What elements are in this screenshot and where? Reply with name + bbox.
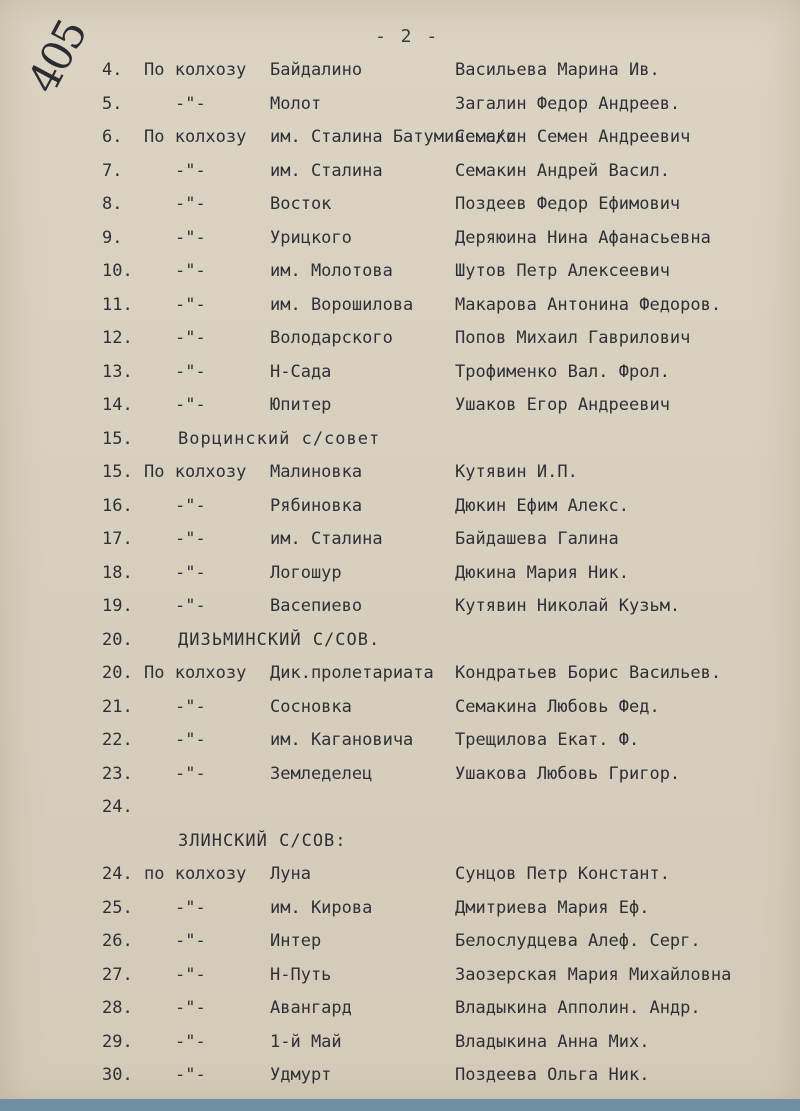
list-row (0, 362, 800, 392)
kolkhoz-name: Удмурт (270, 1065, 332, 1085)
list-row (0, 228, 800, 258)
person-name: Сунцов Петр Констант. (455, 864, 670, 884)
row-number: 24. (102, 797, 133, 817)
row-number: 6. (102, 127, 123, 147)
list-row (0, 764, 800, 794)
person-name: Ушакова Любовь Григор. (455, 763, 681, 784)
row-number: 10. (102, 261, 133, 281)
row-number: 9. (102, 227, 123, 248)
row-number: 13. (102, 361, 133, 382)
person-name: Владыкина Анна Мих. (455, 1031, 650, 1052)
ditto-mark: -"- (175, 696, 206, 717)
kolkhoz-name: Луна (270, 864, 311, 884)
kolkhoz-name: 1-й Май (270, 1031, 342, 1052)
row-number: 19. (102, 596, 133, 616)
ditto-mark: -"- (175, 562, 206, 583)
ditto-mark: -"- (175, 763, 206, 784)
kolkhoz-name: им. Кагановича (270, 730, 414, 750)
list-row (0, 94, 800, 124)
kolkhoz-name: Восток (270, 194, 332, 214)
person-name: Поздеев Федор Ефимович (455, 194, 681, 214)
ditto-mark: -"- (175, 998, 206, 1018)
ditto-mark: -"- (175, 93, 206, 114)
list-row (0, 261, 800, 291)
kolkhoz-name: Сосновка (270, 696, 352, 717)
row-number: 14. (102, 395, 133, 415)
ditto-mark: -"- (175, 897, 206, 918)
row-number: 15. (102, 462, 133, 482)
list-row (0, 161, 800, 191)
row-number: 29. (102, 1031, 133, 1052)
list-row (0, 965, 800, 995)
person-name: Дюкин Ефим Алекс. (455, 495, 629, 516)
list-row (0, 730, 800, 760)
kolkhoz-name: Земледелец (270, 763, 373, 784)
ditto-mark: -"- (175, 194, 206, 214)
ditto-mark: -"- (175, 328, 206, 348)
list-row (0, 529, 800, 559)
row-number: 25. (102, 897, 133, 918)
sovet-heading: ДИЗЬМИНСКИЙ С/СОВ. (178, 629, 381, 650)
row-prefix: По колхозу (144, 663, 247, 683)
row-number: 7. (102, 160, 123, 181)
row-number: 23. (102, 763, 133, 784)
list-row (0, 630, 800, 660)
row-number: 21. (102, 696, 133, 717)
list-row (0, 496, 800, 526)
kolkhoz-name: Логошур (270, 562, 342, 583)
list-row (0, 462, 800, 492)
row-prefix: По колхозу (144, 127, 247, 147)
ditto-mark: -"- (175, 730, 206, 750)
kolkhoz-name: Н-Путь (270, 964, 332, 985)
person-name: Заозерская Мария Михайловна (455, 964, 732, 985)
person-name: Кутявин И.П. (455, 462, 578, 482)
ditto-mark: -"- (175, 931, 206, 951)
person-name: Трещилова Екат. Ф. (455, 730, 640, 750)
row-number: 5. (102, 93, 123, 114)
ditto-mark: -"- (175, 596, 206, 616)
row-number: 20. (102, 663, 133, 683)
kolkhoz-name: Юпитер (270, 395, 332, 415)
person-name: Семакин Андрей Васил. (455, 160, 670, 181)
row-number: 8. (102, 194, 123, 214)
person-name: Белослудцева Алеф. Серг. (455, 931, 701, 951)
list-row (0, 395, 800, 425)
person-name: Владыкина Апполин. Андр. (455, 998, 701, 1018)
ditto-mark: -"- (175, 160, 206, 181)
person-name: Ушаков Егор Андреевич (455, 395, 670, 415)
kolkhoz-name: им. Ворошилова (270, 294, 414, 315)
ditto-mark: -"- (175, 395, 206, 415)
row-number: 15. (102, 428, 133, 449)
kolkhoz-name: им. Сталина (270, 160, 383, 181)
ditto-mark: -"- (175, 1065, 206, 1085)
list-row (0, 697, 800, 727)
kolkhoz-name: им. Молотова (270, 261, 393, 281)
list-row (0, 596, 800, 626)
list-row (0, 127, 800, 157)
margin-note: 405 (18, 12, 97, 102)
row-prefix: По колхозу (144, 60, 247, 80)
ditto-mark: -"- (175, 227, 206, 248)
ditto-mark: -"- (175, 361, 206, 382)
row-number: 20. (102, 629, 133, 650)
kolkhoz-name: Интер (270, 931, 322, 951)
person-name: Семакина Любовь Фед. (455, 696, 660, 717)
scan-edge (0, 1099, 800, 1111)
sovet-heading: Ворцинский с/совет (178, 428, 381, 449)
page-number: - 2 - (375, 26, 440, 47)
list-row (0, 563, 800, 593)
kolkhoz-name: Малиновка (270, 462, 363, 482)
row-number: 11. (102, 294, 133, 315)
ditto-mark: -"- (175, 294, 206, 315)
row-number: 28. (102, 998, 133, 1018)
row-number: 16. (102, 495, 133, 516)
person-name: Дюкина Мария Ник. (455, 562, 629, 583)
person-name: Дмитриева Мария Еф. (455, 897, 650, 918)
list-row (0, 797, 800, 827)
person-name: Попов Михаил Гаврилович (455, 328, 691, 348)
kolkhoz-name: Авангард (270, 998, 352, 1018)
person-name: Деряюина Нина Афанасьевна (455, 227, 711, 248)
list-row (0, 831, 800, 861)
row-number: 30. (102, 1065, 133, 1085)
kolkhoz-name: Урицкого (270, 227, 352, 248)
list-row (0, 931, 800, 961)
list-row (0, 429, 800, 459)
ditto-mark: -"- (175, 1031, 206, 1052)
kolkhoz-name: Байдалино (270, 60, 363, 80)
list-row (0, 998, 800, 1028)
row-number: 22. (102, 730, 133, 750)
list-row (0, 194, 800, 224)
ditto-mark: -"- (175, 529, 206, 549)
row-number: 27. (102, 964, 133, 985)
person-name: Кондратьев Борис Васильев. (455, 663, 722, 683)
list-row (0, 328, 800, 358)
row-prefix: по колхозу (144, 864, 247, 884)
list-row (0, 1065, 800, 1095)
row-number: 12. (102, 328, 133, 348)
ditto-mark: -"- (175, 261, 206, 281)
kolkhoz-name: Володарского (270, 328, 393, 348)
person-name: Шутов Петр Алексеевич (455, 261, 670, 281)
person-name: Макарова Антонина Федоров. (455, 294, 722, 315)
kolkhoz-name: Дик.пролетариата (270, 663, 434, 683)
row-number: 4. (102, 60, 123, 80)
list-row (0, 864, 800, 894)
list-row (0, 1032, 800, 1062)
person-name: Байдашева Галина (455, 529, 619, 549)
person-name: Трофименко Вал. Фрол. (455, 361, 670, 382)
row-number: 17. (102, 529, 133, 549)
ditto-mark: -"- (175, 964, 206, 985)
list-row (0, 60, 800, 90)
person-name: Кутявин Николай Кузьм. (455, 596, 681, 616)
person-name: Семакин Семен Андреевич (455, 127, 691, 147)
person-name: Васильева Марина Ив. (455, 60, 660, 80)
row-prefix: По колхозу (144, 462, 247, 482)
kolkhoz-name: Васепиево (270, 596, 363, 616)
sovet-heading: ЗЛИНСКИЙ С/СОВ: (178, 830, 347, 851)
row-number: 18. (102, 562, 133, 583)
kolkhoz-name: им. Сталина Батуминс.с/с (270, 127, 516, 147)
kolkhoz-name: Н-Сада (270, 361, 332, 382)
list-row (0, 898, 800, 928)
kolkhoz-name: Рябиновка (270, 495, 363, 516)
person-name: Загалин Федор Андреев. (455, 93, 681, 114)
row-number: 24. (102, 864, 133, 884)
list-row (0, 663, 800, 693)
ditto-mark: -"- (175, 495, 206, 516)
row-number: 26. (102, 931, 133, 951)
kolkhoz-name: им. Сталина (270, 529, 383, 549)
kolkhoz-name: Молот (270, 93, 322, 114)
person-name: Поздеева Ольга Ник. (455, 1065, 650, 1085)
list-row (0, 295, 800, 325)
kolkhoz-name: им. Кирова (270, 897, 373, 918)
